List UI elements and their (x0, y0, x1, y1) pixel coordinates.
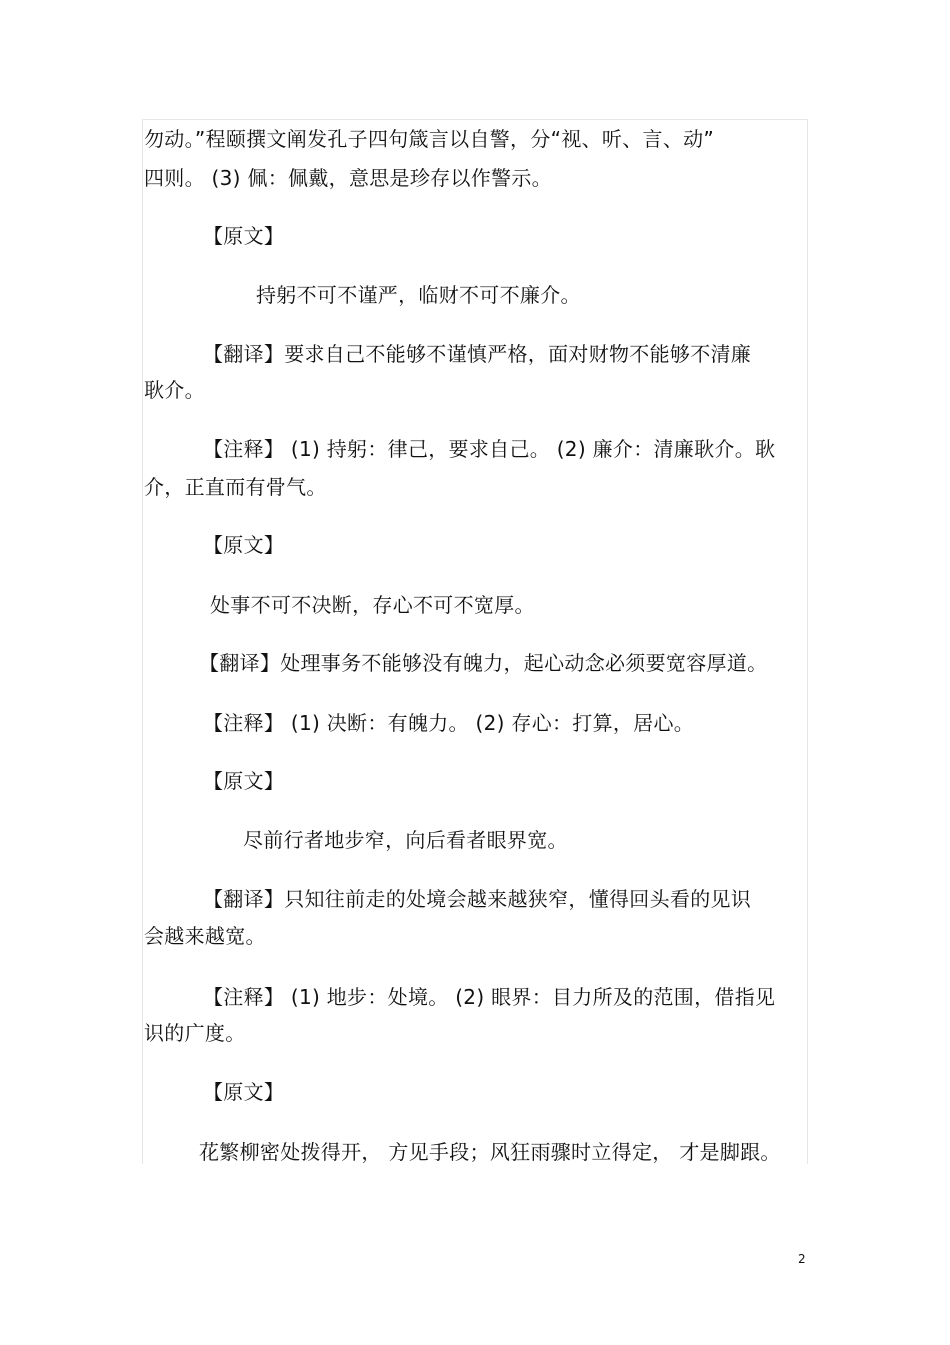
annotation-line: 介，正直而有骨气。 (144, 475, 327, 499)
annotation-line: 识的广度。 (144, 1021, 246, 1045)
section-heading-original: 【原文】 (203, 1080, 285, 1104)
text-line: 四则。 (3) 佩：佩戴，意思是珍存以作警示。 (144, 166, 552, 190)
section-heading-original: 【原文】 (203, 769, 285, 793)
text-line: 勿动。”程颐撰文阐发孔子四句箴言以自警，分“视、听、言、动” (144, 127, 715, 151)
translation-line: 【翻译】要求自己不能够不谨慎严格，面对财物不能够不清廉 (203, 342, 752, 366)
original-text-line: 持躬不可不谨严，临财不可不廉介。 (256, 283, 581, 307)
page-number: 2 (798, 1252, 806, 1266)
section-heading-original: 【原文】 (203, 533, 285, 557)
translation-line: 耿介。 (144, 378, 205, 402)
translation-line: 【翻译】只知往前走的处境会越来越狭窄，懂得回头看的见识 (203, 887, 752, 911)
translation-line: 会越来越宽。 (144, 924, 266, 948)
section-heading-original: 【原文】 (203, 224, 285, 248)
original-text-line: 尽前行者地步窄，向后看者眼界宽。 (243, 828, 568, 852)
original-text-line: 处事不可不决断，存心不可不宽厚。 (210, 593, 535, 617)
original-text-line: 花繁柳密处拨得开， 方见手段；风狂雨骤时立得定， 才是脚跟。 (199, 1140, 781, 1164)
annotation-line: 【注释】 (1) 地步：处境。 (2) 眼界：目力所及的范围，借指见 (203, 985, 776, 1009)
annotation-line: 【注释】 (1) 决断：有魄力。 (2) 存心：打算，居心。 (203, 711, 695, 735)
annotation-line: 【注释】 (1) 持躬：律己，要求自己。 (2) 廉介：清廉耿介。耿 (203, 437, 776, 461)
translation-line: 【翻译】处理事务不能够没有魄力，起心动念必须要宽容厚道。 (199, 651, 768, 675)
